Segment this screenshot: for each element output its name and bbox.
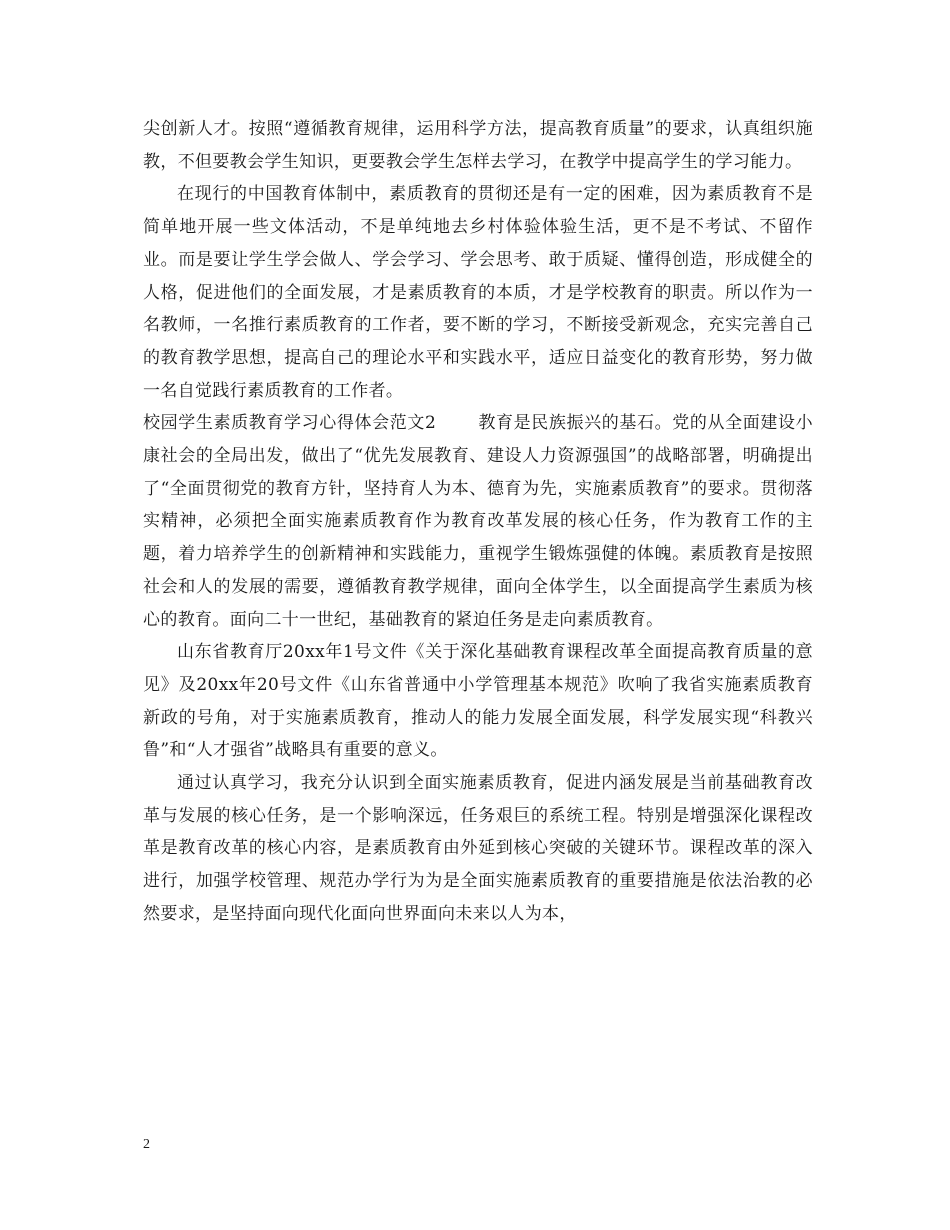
- page-number: 2: [143, 1137, 150, 1152]
- body-text: [143, 113, 813, 931]
- section-heading: 校园学生素质教育学习心得体会范文2: [143, 413, 437, 434]
- section-paragraph: [143, 407, 813, 636]
- section-first-paragraph: 教育是民族振兴的基石。党的从全面建设小康社会的全局出发，做出了“优先发展教育、建设人力资源强国”的战略部署，明确提出了“全面贯彻党的教育方针，坚持育人为本、德育为先，实施素质教育”的要求。贯彻落实精神，必须把全面实施素质教育作为教育改革发展的核心任务，作为教育工作的主题，着力培养学生的创新精神和实践能力，重视学生锻炼强健的体魄。素质教育是按照社会和人的发展的需要，遵循教育教学规律，面向全体学生，以全面提高学生素质为核心的教育。面向二十一世纪，基础教育的紧迫任务是走向素质教育。: [143, 413, 814, 630]
- paragraph-continuation: 尖创新人才。按照“遵循教育规律，运用科学方法，提高教育质量”的要求，认真组织施教，不但要教会学生知识，更要教会学生怎样去学习，在教学中提高学生的学习能力。: [143, 119, 813, 172]
- paragraph: 在现行的中国教育体制中，素质教育的贯彻还是有一定的困难，因为素质教育不是简单地开展一些文体活动，不是单纯地去乡村体验体验生活，更不是不考试、不留作业。而是要让学生学会做人、学会学习、学会思考、敢于质疑、懂得创造，形成健全的人格，促进他们的全面发展，才是素质教育的本质，才是学校教育的职责。所以作为一名教师，一名推行素质教育的工作者，要不断的学习，不断接受新观念，充实完善自己的教育教学思想，提高自己的理论水平和实践水平，适应日益变化的教育形势，努力做一名自觉践行素质教育的工作者。: [143, 184, 813, 401]
- paragraph: 通过认真学习，我充分认识到全面实施素质教育，促进内涵发展是当前基础教育改革与发展的核心任务，是一个影响深远，任务艰巨的系统工程。特别是增强深化课程改革是教育改革的核心内容，是素质教育由外延到核心突破的关键环节。课程改革的深入进行，加强学校管理、规范办学行为为是全面实施素质教育的重要措施是依法治教的必然要求，是坚持面向现代化面向世界面向未来以人为本，: [143, 773, 813, 924]
- paragraph: 山东省教育厅20xx年1号文件《关于深化基础教育课程改革全面提高教育质量的意见》及20xx年20号文件《山东省普通中小学管理基本规范》吹响了我省实施素质教育新政的号角，对于实施素质教育，推动人的能力发展全面发展，科学发展实现“科教兴鲁”和“人才强省”战略具有重要的意义。: [143, 642, 813, 761]
